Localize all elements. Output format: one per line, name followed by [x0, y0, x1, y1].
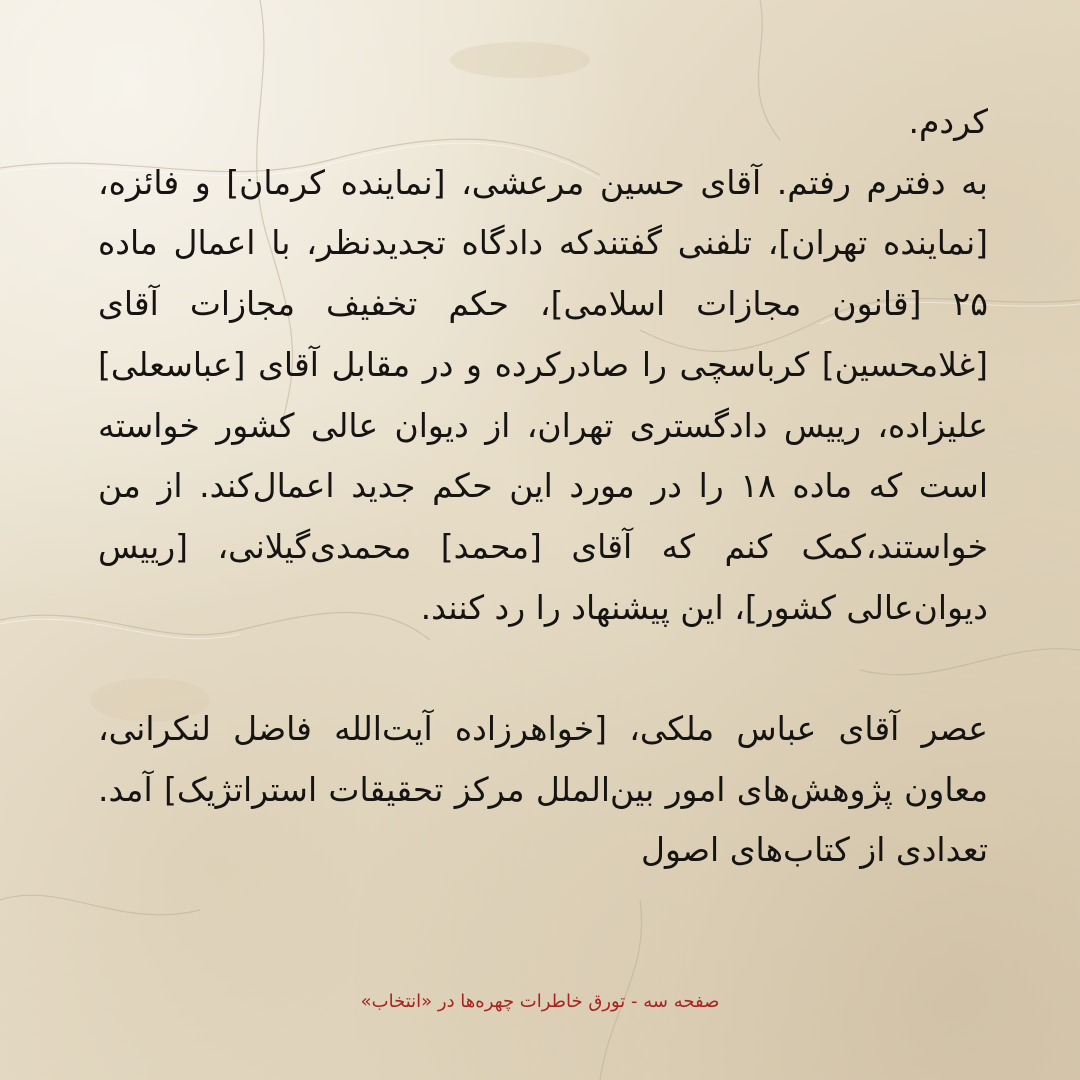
page-body-text	[98, 92, 988, 881]
paragraph-spacer	[98, 638, 988, 699]
footer-caption: صفحه سه - تورق خاطرات چهره‌ها در «انتخاب»	[360, 991, 720, 1012]
paragraph-afternoon-visit: عصر آقای عباس ملکی، [خواهرزاده آیت‌الله فاضل لنکرانی، معاون پژوهش‌های امور بین‌الملل مرکز تحقیقات استراتژیک] آمد. تعدادی از کتاب‌های اصول	[98, 709, 988, 870]
paragraph-opening: کردم.	[908, 102, 988, 141]
paragraph-office-call: به دفترم رفتم. آقای حسین مرعشی، [نماینده کرمان] و فائزه، [نماینده تهران]، تلفنی گفتندکه دادگاه تجدیدنظر، با اعمال ماده ۲۵ [قانون مجازات اسلامی]، حکم تخفیف مجازات آقای [غلامحسین] کرباسچی را صادرکرده و در مقابل آقای [عباسعلی] علیزاده، رییس دادگستری تهران، از دیوان عالی کشور خواسته است که ماده ۱۸ را در مورد این حکم جدید اعمال‌کند. از من خواستند،کمک کنم که آقای [محمد] محمدی‌گیلانی، [رییس دیوان‌عالی کشور]، این پیشنهاد را رد کنند.	[98, 162, 989, 627]
